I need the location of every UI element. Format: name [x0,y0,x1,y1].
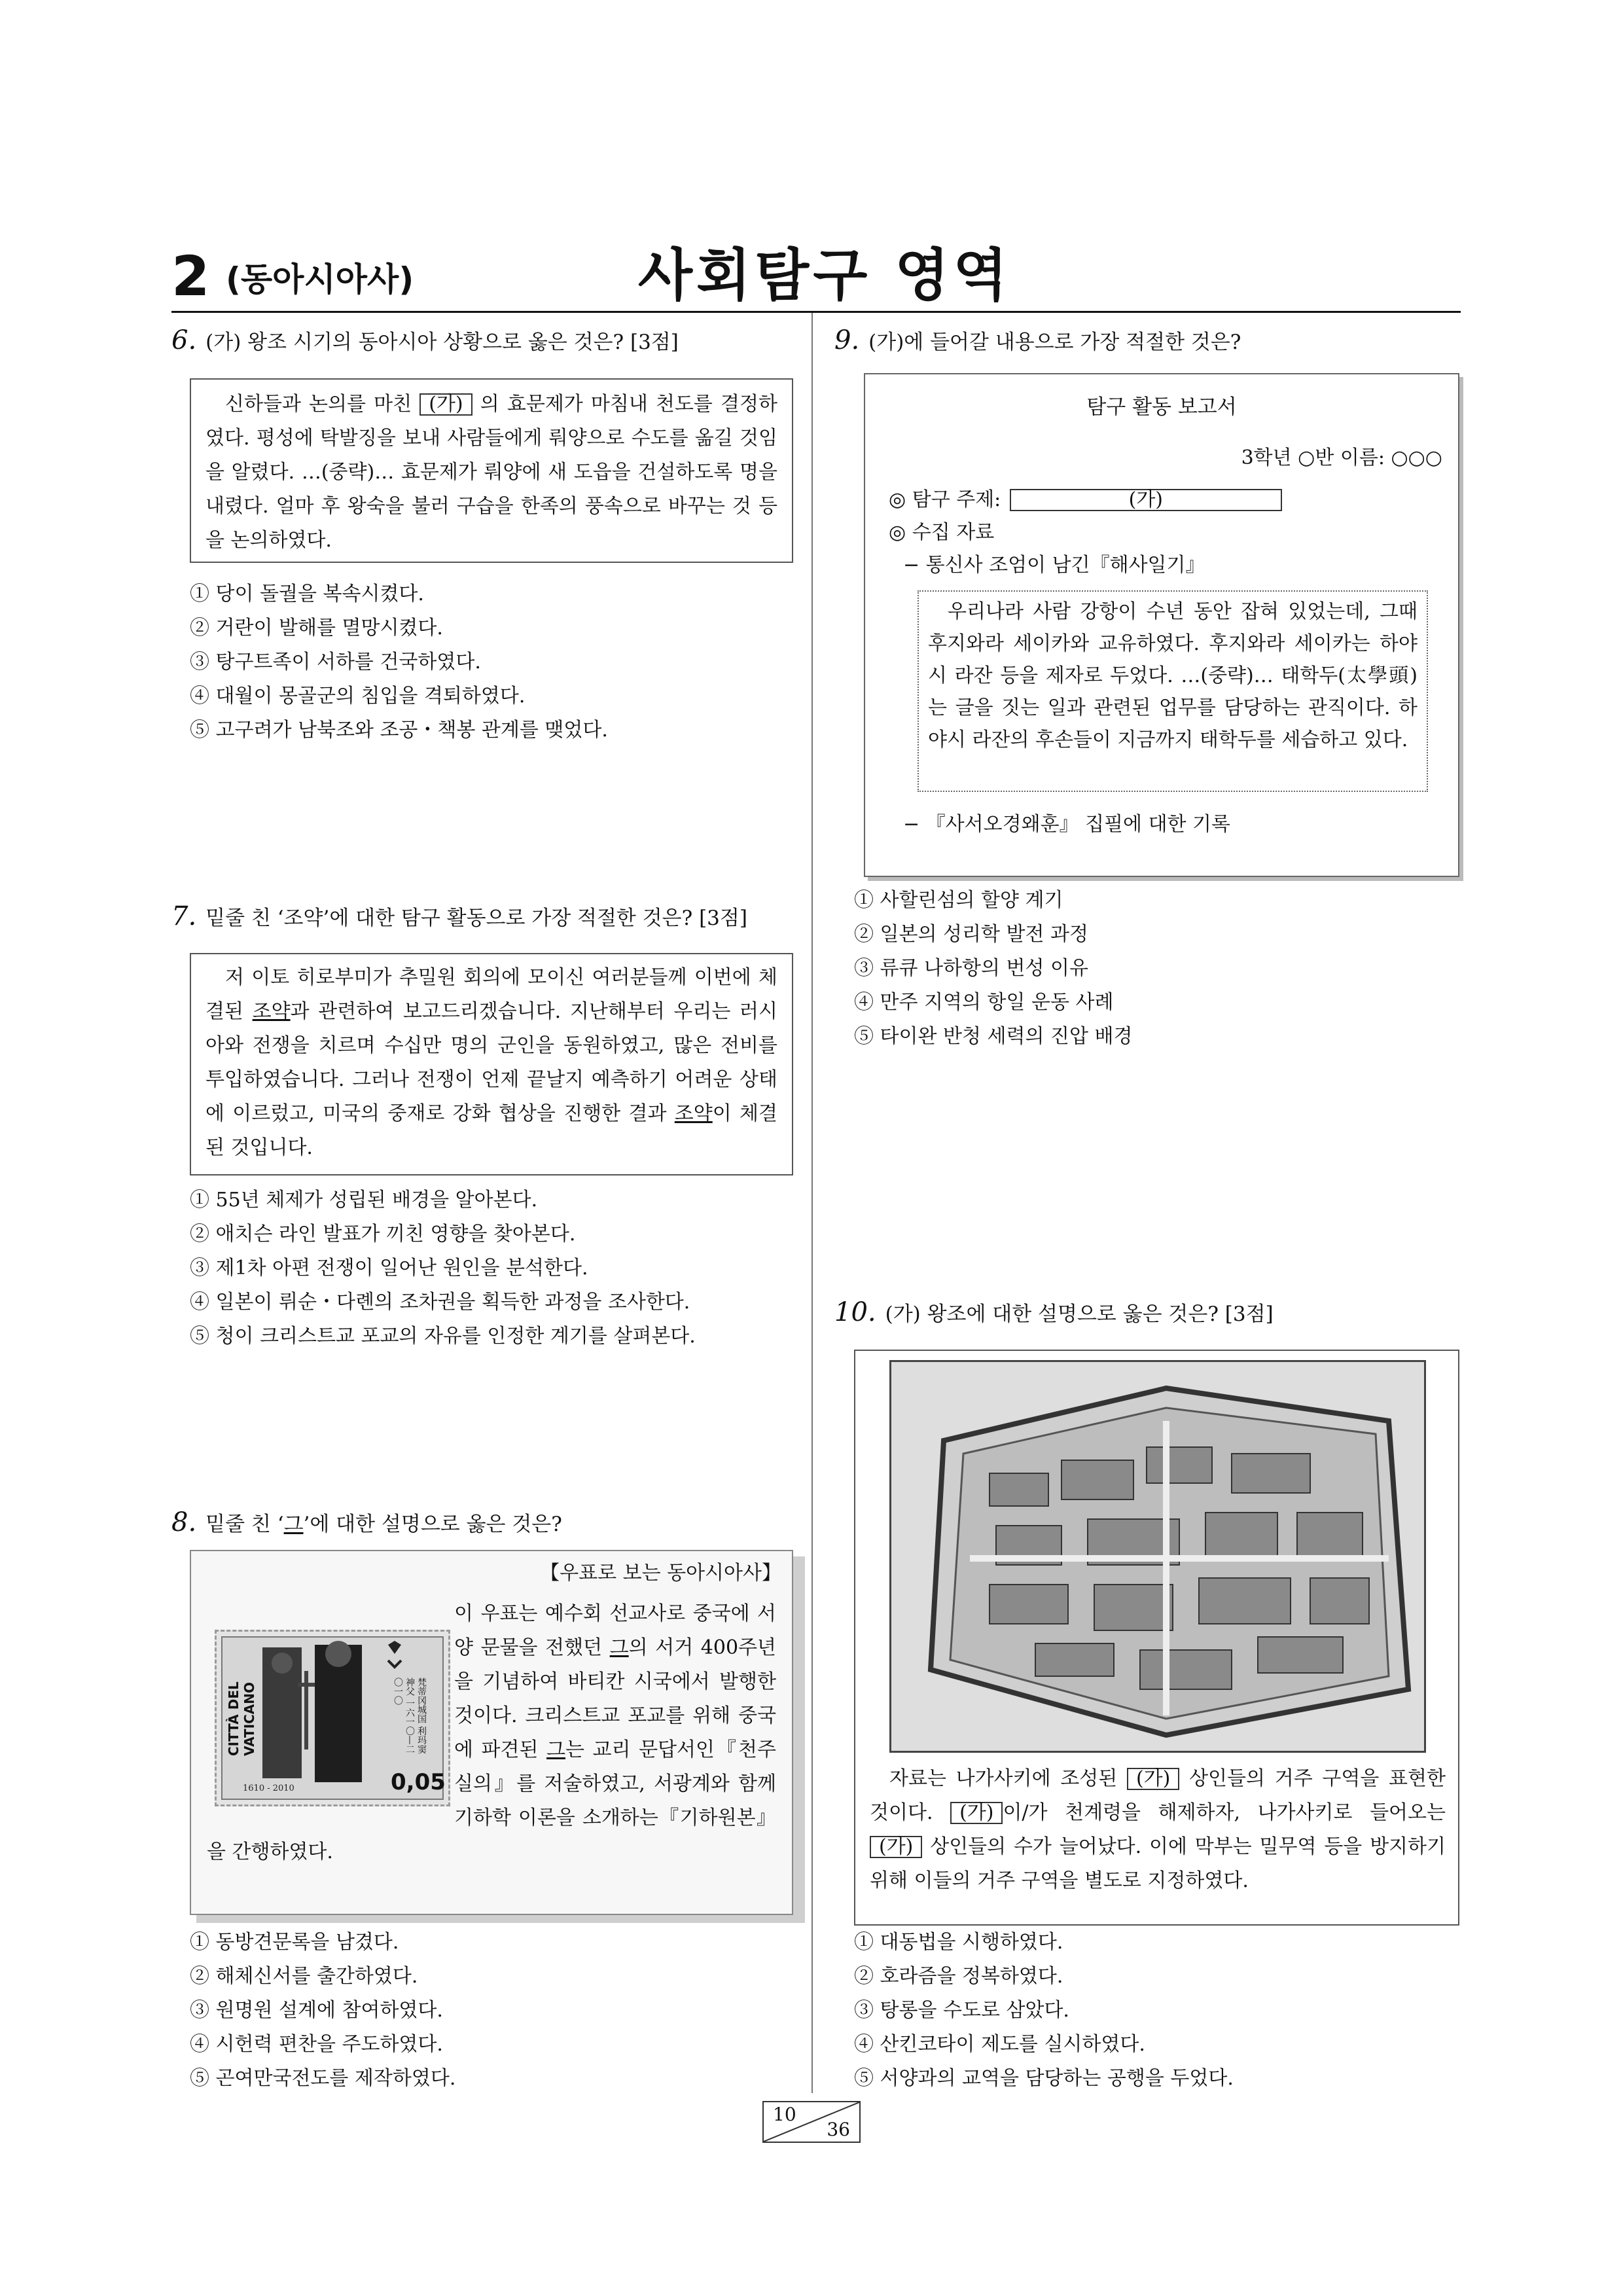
underlined-term: 그 [546,1738,566,1761]
choice-3[interactable]: ③ 제1차 아편 전쟁이 일어난 원인을 분석한다. [190,1257,588,1280]
question-6 [171,327,793,355]
choice-5[interactable]: ⑤ 타이완 반청 세력의 진압 배경 [854,1025,1133,1048]
data-label: ◎ 수집 자료 [889,521,995,544]
choice-2[interactable]: ② 거란이 발해를 멸망시켰다. [190,617,443,639]
choice-3[interactable]: ③ 탕롱을 수도로 삼았다. [854,1999,1069,2022]
question-number: 9. [834,325,860,355]
stamp-country-text: CITTÀ DEL VATICANO [226,1681,257,1756]
underlined-term: 조약 [252,1000,291,1023]
underlined-term: 그 [609,1636,629,1659]
report-title: 탐구 활동 보고서 [1086,395,1237,419]
question-10 [834,1299,1456,1327]
answer-blank: (가) [419,393,472,416]
choice-5[interactable]: ⑤ 서양과의 교역을 담당하는 공행을 두었다. [854,2067,1234,2090]
q7-choices [190,1183,798,1354]
choice-1[interactable]: ① 동방견문록을 남겼다. [190,1931,399,1954]
q8-choices [190,1926,792,2096]
answer-blank: (가) [950,1802,1003,1824]
question-number: 6. [171,325,197,355]
choice-3[interactable]: ③ 원명원 설계에 참여하였다. [190,1999,443,2022]
q10-passage: 자료는 나가사키에 조성된 (가) 상인들의 거주 구역을 표현한 것이다. (가) 이/가 천계령을 해제하자, 나가사키로 들어오는 (가) 상인들의 수가 늘어났다. 이에 막부는 밀무역 등을 방지하기 위해 이들의 거주 구역을 별도로 지정하였다. [870,1767,1446,1892]
report-name: 3학년 ○반 이름: ○○○ [1241,446,1442,469]
choice-5[interactable]: ⑤ 청이 크리스트교 포교의 자유를 인정한 계기를 살펴본다. [190,1325,696,1348]
choice-1[interactable]: ① 당이 돌궐을 복속시켰다. [190,583,424,605]
q6-passage: 신하들과 논의를 마친 (가) 의 효문제가 마침내 천도를 결정하였다. 평성에 탁발징을 보내 사람들에게 뤄양으로 수도를 옮길 것임을 알렸다. …(중략)… 효문제가 뤄양에 새 도읍을 건설하도록 명을 내렸다. 얼마 후 왕숙을 불러 구습을 한족의 풍속으로 바꾸는 것 등을 논의하였다. [205,393,777,552]
q10-choices [854,1926,1456,2096]
question-7: 7. 밑줄 친 ‘조약’에 대한 탐구 활동으로 가장 적절한 것은? [3점] [171,901,747,931]
answer-blank: (가) [1127,1768,1179,1790]
choice-4[interactable]: ④ 산킨코타이 제도를 실시하였다. [854,2033,1145,2056]
q6-choices [190,577,792,747]
source-2: − 『사서오경왜훈』 집필에 대한 기록 [903,813,1231,836]
column-divider [812,313,813,2093]
source-1: − 통신사 조엄이 남긴『해사일기』 [903,554,1205,577]
nagasaki-map-image [889,1360,1426,1753]
box-title: 【우표로 보는 동아시아사】 [540,1562,781,1585]
stamp-years: 1610 - 2010 [243,1784,294,1793]
question-text: (가) 왕조 시기의 동아시아 상황으로 옳은 것은? [3점] [205,331,679,354]
page-indicator [762,2101,861,2143]
underlined-term: 조약 [674,1102,713,1125]
question-text: (가)에 들어갈 내용으로 가장 적절한 것은? [868,331,1241,354]
total-pages: 36 [827,2119,850,2140]
choice-2[interactable]: ② 호라즘을 정복하였다. [854,1965,1063,1988]
choice-2[interactable]: ② 해체신서를 출간하였다. [190,1965,418,1988]
choice-2[interactable]: ② 일본의 성리학 발전 과정 [854,923,1088,946]
q9-choices [854,884,1456,1054]
q6-passage-box [190,378,793,563]
choice-5[interactable]: ⑤ 고구려가 남북조와 조공・책봉 관계를 맺었다. [190,719,608,742]
question-number: 10. [834,1297,876,1327]
q8-stamp-box [190,1550,793,1915]
choice-4[interactable]: ④ 만주 지역의 항일 운동 사례 [854,991,1114,1014]
q8-passage: 이 우표는 예수회 선교사로 중국에 서양 문물을 전했던 그의 서거 400주년을 기념하여 바티칸 시국에서 발행한 것이다. 크리스트교 포교를 위해 중국에 파견된 그는 교리 문답서인『천주실의』를 저술하였고, 서광계와 함께 기하학 이론을 소개하는『기하원본』을 간행하였다. [207,1597,776,1869]
choice-1[interactable]: ① 55년 체제가 성립된 배경을 알아본다. [190,1189,538,1211]
choice-3[interactable]: ③ 탕구트족이 서하를 건국하였다. [190,651,481,673]
choice-2[interactable]: ② 애치슨 라인 발표가 끼친 영향을 찾아본다. [190,1223,576,1246]
stamp-chinese-text: 梵蒂冈城国 利玛窦神父 一六一〇—二〇一〇 [393,1677,427,1754]
q7-passage-box [190,953,793,1175]
inner-quote-box [918,590,1428,792]
inner-quote: 우리나라 사람 강항이 수년 동안 잡혀 있었는데, 그때 후지와라 세이카와 교유하였다. 후지와라 세이카는 하야시 라잔 등을 제자로 두었다. …(중략)… 태학두(太學頭)는 글을 짓는 일과 관련된 업무를 담당하는 관직이다. 하야시 라잔의 후손들이 지금까지 태학두를 세습하고 있다. [928,600,1418,751]
choice-4[interactable]: ④ 시헌력 편찬을 주도하였다. [190,2033,443,2056]
q10-box [854,1350,1459,1926]
topic-blank: (가) [1010,489,1282,511]
answer-blank: (가) [870,1836,922,1858]
page-title: 사회탐구 영역 [638,243,1012,308]
float-spacer [207,1597,454,1827]
stamp-price: 0,05 [391,1769,446,1795]
subject-label: (동아시아사) [226,260,414,298]
choice-3[interactable]: ③ 류큐 나하항의 번성 이유 [854,957,1088,980]
header-rule [171,311,1461,313]
current-page: 10 [773,2104,796,2125]
choice-4[interactable]: ④ 일본이 뤼순・다롄의 조차권을 획득한 과정을 조사한다. [190,1291,690,1314]
question-8: 8. 밑줄 친 ‘그’에 대한 설명으로 옳은 것은? [171,1507,562,1537]
question-9 [834,327,1456,355]
choice-1[interactable]: ① 사할린섬의 할양 계기 [854,889,1063,912]
map-drawing [891,1362,1424,1751]
q9-report-box [864,373,1459,877]
question-number: 7. [171,901,197,931]
question-text: (가) 왕조에 대한 설명으로 옳은 것은? [3점] [885,1302,1274,1326]
choice-4[interactable]: ④ 대월이 몽골군의 침입을 격퇴하였다. [190,685,526,708]
choice-1[interactable]: ① 대동법을 시행하였다. [854,1931,1063,1954]
choice-5[interactable]: ⑤ 곤여만국전도를 제작하였다. [190,2067,456,2090]
page-number: 2 [171,244,210,308]
topic-row: ◎ 탐구 주제: (가) [889,486,1282,514]
q7-passage: 저 이토 히로부미가 추밀원 회의에 모이신 여러분들께 이번에 체결된 조약과 관련하여 보고드리겠습니다. 지난해부터 우리는 러시아와 전쟁을 치르며 수십만 명의 군인을 동원하였고, 많은 전비를 투입하였습니다. 그러나 전쟁이 언제 끝날지 예측하기 어려운 상태에 이르렀고, 미국의 중재로 강화 협상을 진행한 결과 조약이 체결된 것입니다. [205,966,778,1159]
question-number: 8. [171,1507,197,1537]
